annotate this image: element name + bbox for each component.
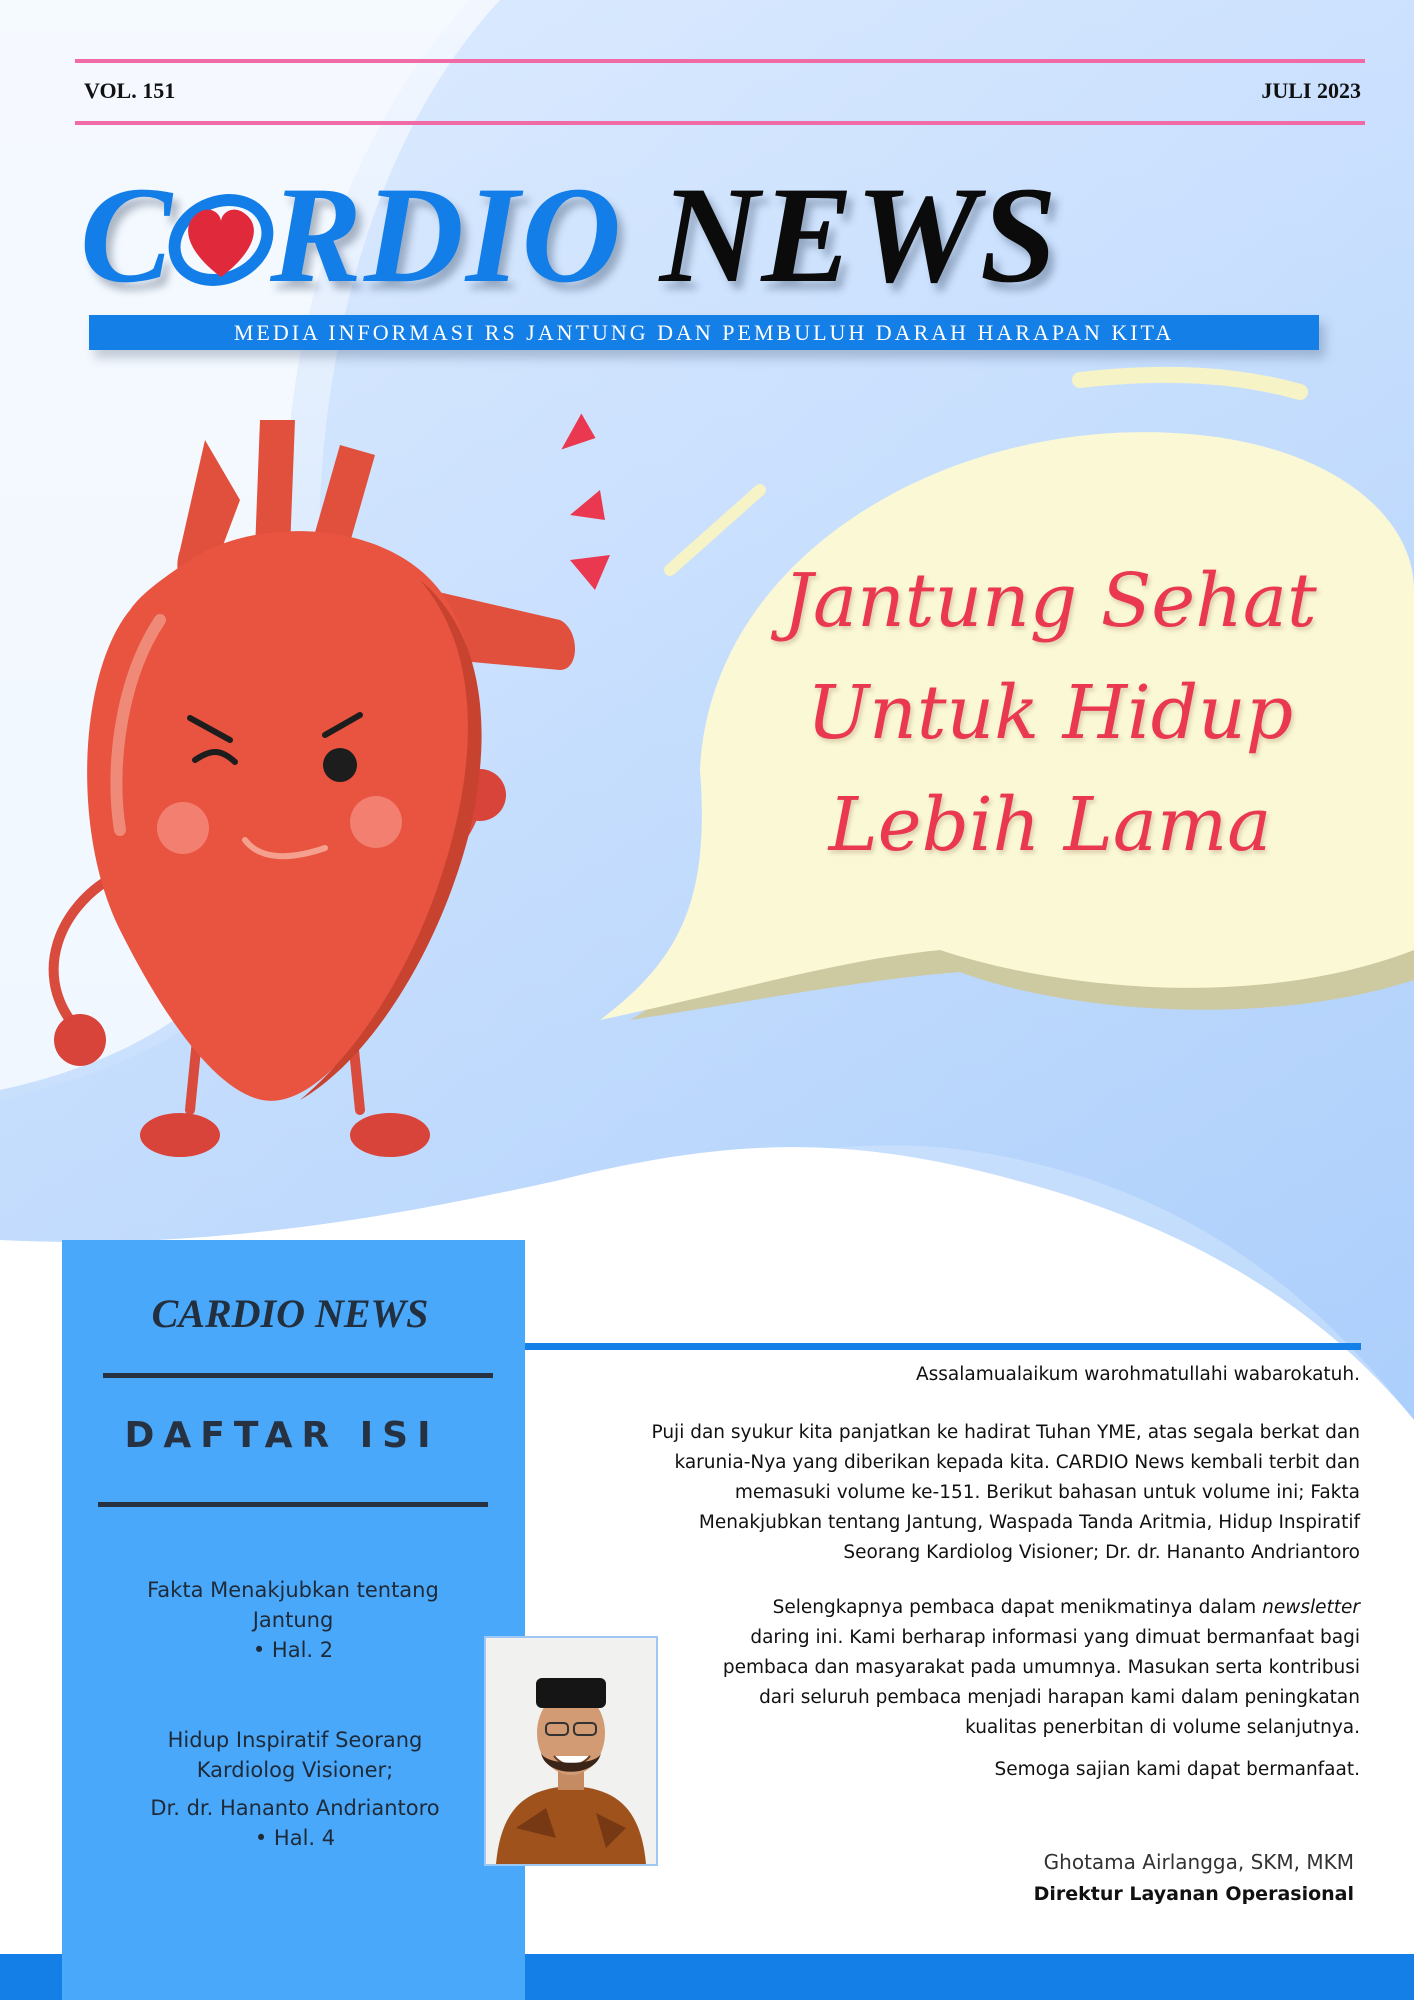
masthead-rdio: RDIO (270, 158, 624, 311)
p1-line: Menakjubkan tentang Jantung, Waspada Tanda Aritmia, Hidup Inspiratif (698, 1512, 1360, 1533)
heart-logo-icon (174, 189, 270, 289)
editorial-rule (525, 1343, 1361, 1350)
toc-item-2[interactable] (124, 1725, 466, 1853)
p1-line: Puji dan syukur kita panjatkan ke hadirat Tuhan YME, atas segala berkat dan (651, 1422, 1360, 1443)
top-rule (75, 59, 1365, 63)
toc-panel-footer-overlay (62, 1954, 525, 2000)
editorial-closing: Semoga sajian kami dapat bermanfaat. (994, 1759, 1360, 1780)
masthead-letter-c: C (80, 158, 175, 311)
bubble-line-1: Jantung Sehat (783, 558, 1317, 644)
toc-item-1-page: • Hal. 2 (252, 1638, 334, 1662)
signer-name: Ghotama Airlangga, SKM, MKM (1043, 1850, 1354, 1874)
masthead-title (80, 158, 1340, 311)
editorial-paragraph-1 (540, 1418, 1360, 1568)
toc-item-2-line-3: Dr. dr. Hananto Andriantoro (150, 1796, 440, 1820)
p1-line: memasuki volume ke-151. Berikut bahasan untuk volume ini; Fakta (734, 1482, 1360, 1503)
masthead-news: NEWS (659, 158, 1059, 311)
p2-first-emphasis: newsletter (1262, 1597, 1360, 1618)
volume-label: VOL. 151 (84, 78, 176, 103)
toc-item-1-line-2: Jantung (252, 1608, 334, 1632)
issue-date: JULI 2023 (1261, 78, 1361, 103)
p2-line: daring ini. Kami berharap informasi yang dimuat bermanfaat bagi (750, 1627, 1360, 1648)
p1-line: Seorang Kardiolog Visioner; Dr. dr. Hananto Andriantoro (843, 1542, 1360, 1563)
p2-first-text: Selengkapnya pembaca dapat menikmatinya dalam (772, 1597, 1263, 1618)
toc-item-2-line-1: Hidup Inspiratif Seorang (167, 1728, 423, 1752)
signer-title: Direktur Layanan Operasional (1033, 1883, 1354, 1905)
bubble-line-2: Untuk Hidup (806, 670, 1294, 756)
editorial-paragraph-2 (660, 1593, 1360, 1743)
p2-line: dari seluruh pembaca menjadi harapan kami dalam peningkatan (759, 1687, 1360, 1708)
director-photo (484, 1636, 658, 1866)
toc-item-2-page: • Hal. 4 (254, 1826, 336, 1850)
toc-divider-bottom (98, 1502, 488, 1507)
masthead-tagline: MEDIA INFORMASI RS JANTUNG DAN PEMBULUH DARAH HARAPAN KITA (89, 315, 1319, 350)
toc-brand: CARDIO NEWS (151, 1291, 429, 1336)
header-bottom-rule (75, 121, 1365, 125)
toc-title: DAFTAR ISI (124, 1415, 440, 1456)
p2-line: kualitas penerbitan di volume selanjutnya. (965, 1717, 1360, 1738)
p2-first-line (660, 1593, 1360, 1623)
toc-item-1[interactable] (112, 1575, 474, 1665)
heart-mascot-illustration (40, 410, 600, 1170)
p1-line: karunia-Nya yang diberikan kepada kita. CARDIO News kembali terbit dan (674, 1452, 1360, 1473)
toc-item-2-line-2: Kardiolog Visioner; (196, 1758, 394, 1782)
toc-item-1-line-1: Fakta Menakjubkan tentang (147, 1578, 439, 1602)
toc-divider-top (103, 1373, 493, 1378)
bubble-line-3: Lebih Lama (828, 782, 1272, 868)
bubble-headline (690, 545, 1410, 881)
editorial-greeting: Assalamualaikum warohmatullahi wabarokatuh. (916, 1364, 1360, 1385)
p2-line: pembaca dan masyarakat pada umumnya. Masukan serta kontribusi (722, 1657, 1360, 1678)
